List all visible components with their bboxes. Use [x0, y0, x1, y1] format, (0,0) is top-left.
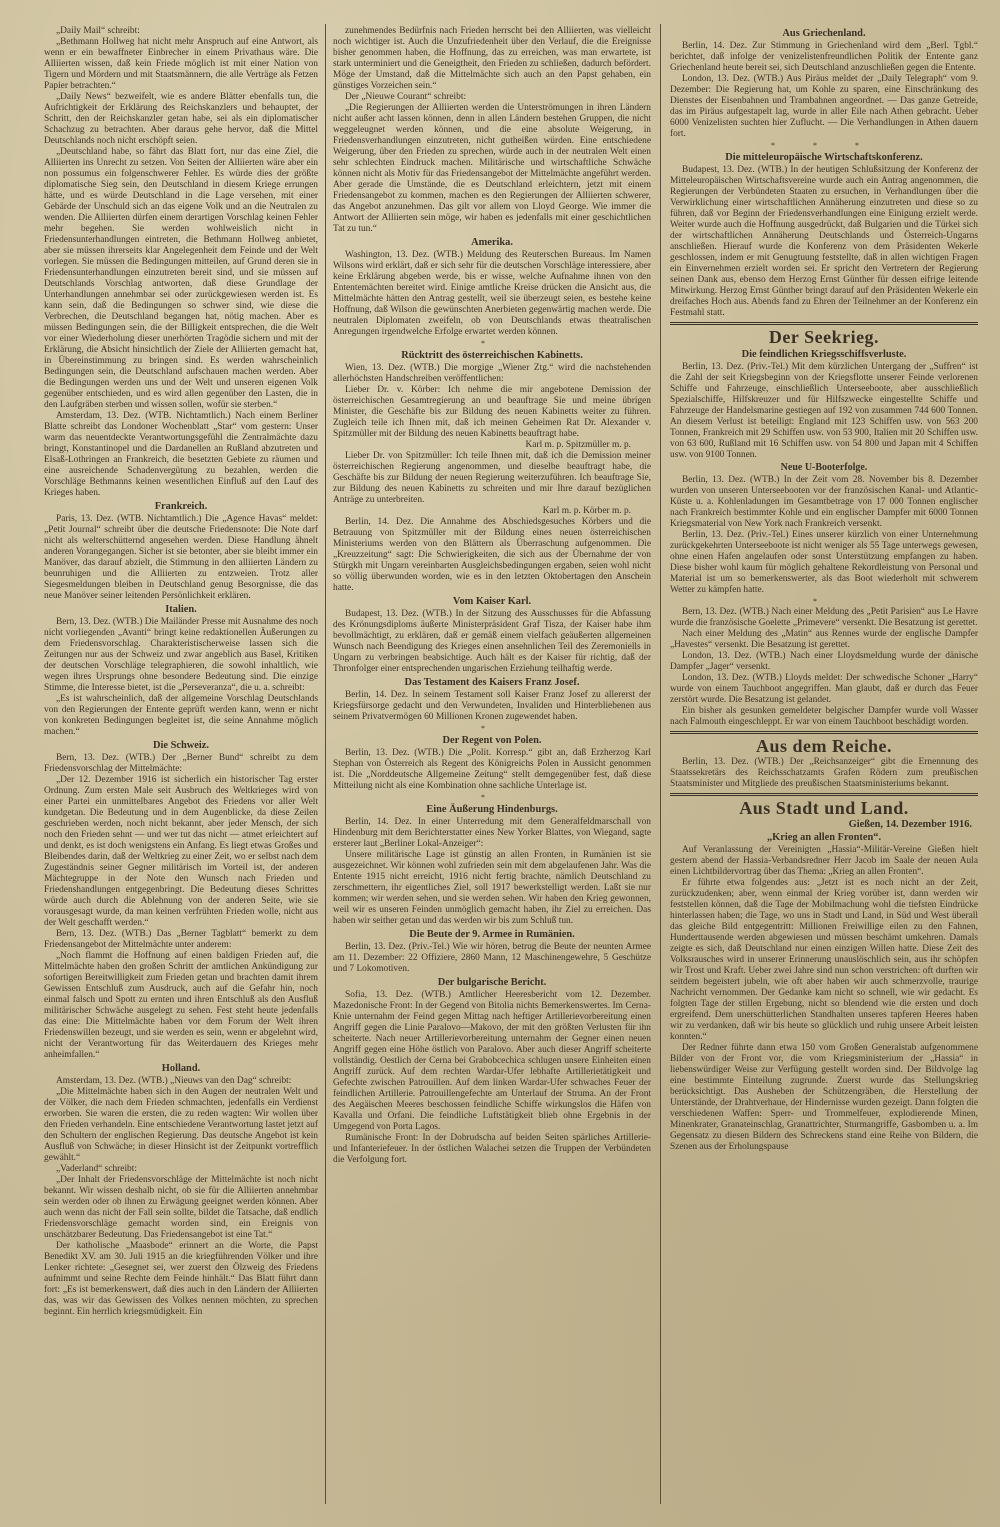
paragraph: Der katholische „Maasbode“ erinnert an die Worte, die Papst Benedikt XV. am 30. Juli 1915 an die kriegführenden Völker und ihre Lenker richtete: „Gesegnet sei, wer zuerst den Ölzweig des Friedens aufnimmt und seine Rechte dem Feinde hinhält.“ Das Blatt führt dann fort: „Es ist bemerkenswert, daß dies auch in den Ländern der Alliierten das, was wir das Gewissen des Volkes nennen möchten, zu sprechen beginnt. Ein herrlich kriegsmüdigkeit. Ein	[44, 1241, 318, 1317]
paragraph: Berlin, 13. Dez. (WTB.) Der „Reichsanzeiger“ gibt die Ernennung des Staatssekretärs des Reichsschatzamts Grafen Rödern zum preußischen Staatsminister und Mitgliede des preußischen Staatsministeriums bekannt.	[670, 757, 978, 789]
section-heading: Die Schweiz.	[153, 740, 209, 751]
paragraph: Sofia, 13. Dez. (WTB.) Amtlicher Heeresbericht vom 12. Dezember. Mazedonische Front: In der Gegend von Bitolia nichts Bemerkenswertes. Im Cerna-Knie unternahm der Feind gegen Mittag nach heftiger Artillerievorbereitung einen Angriff gegen die Linie Paralovo—Makovo, der mit den größten Verlusten für ihn scheiterte. Nach neuer Artillerievorbereitung unternahm der Gegner einen neuen Angriff gegen eine Höhe östlich von Paralovo. Aber auch dieser Angriff scheiterte vollständig. Oestlich der Cerna bei Grabobcechica schlugen unsere Einheiten einen Angriff zurück. Auf dem rechten Wardar-Ufer lebhafte Artillerietätigkeit und Gefechte zwischen Patrouillen. Auf dem linken Wardar-Ufer schwaches Feuer der feindlichen Artillerie. Patrouillengefechte am Unterlauf der Struma. An der Front des Aegäischen Meeres beschossen feindliche Schiffe wirkungslos die Häfen von Kavalla und Orfani. Die feindliche Luftstätigkeit blieb ohne Ergebnis in der Umgegend von Porta Lagos.	[333, 990, 651, 1132]
section-heading: Die mitteleuropäische Wirtschaftskonferenz.	[725, 152, 923, 163]
divider	[670, 793, 978, 796]
paragraph: Berlin, 13. Dez. (Priv.-Tel.) Wie wir hören, betrug die Beute der neunten Armee am 11. Dezember: 22 Offiziere, 2860 Mann, 12 Maschinengewehre, 5 Geschütze und 7 Lokomotiven.	[333, 942, 651, 974]
paragraph: Berlin, 13. Dez. (Priv.-Tel.) Eines unserer kürzlich von einer Unternehmung zurückgekehrten Unterseeboote ist nicht weniger als 55 Tage unterwegs gewesen, ohne einen Hafen angelaufen oder sonst Unterstützung empfangen zu haben. Diese bisher wohl kaum für möglich gehaltene Rekordleistung von Personal und Material ist um so bemerkenswerter, als das Boot wiederholt mit schwerem Wetter zu kämpfen hatte.	[670, 530, 978, 595]
paragraph: Lieber Dr. v. Körber: Ich nehme die mir angebotene Demission der österreichischen Gesamtregierung an und beauftrage Sie und meine übrigen Minister, die Geschäfte bis zur Bildung des neuen Kabinetts weiter zu führen. Zugleich teile ich Ihnen mit, daß ich meinen Geheimen Rat Dr. Alexander v. Spitzmüller mit der Bildung des neuen Kabinetts beauftragt habe.	[333, 385, 651, 439]
paragraph: Berlin, 14. Dez. In einer Unterredung mit dem Generalfeldmarschall von Hindenburg mit dem Berichterstatter eines New Yorker Blattes, von Wiegand, sagte ersterer laut „Berliner Lokal-Anzeiger“:	[333, 817, 651, 849]
column-rule	[660, 24, 661, 1504]
section-title: Der Seekrieg.	[768, 327, 880, 347]
paragraph: „Noch flammt die Hoffnung auf einen baldigen Frieden auf, die Mittelmächte haben den großen Schritt der amtlichen Ankündigung zur sofortigen Bereitwilligkeit zum Frieden getan und brachten damit ihrem Gewissen Entschluß zum Ausdruck, auch auf die Gefahr hin, noch einmal falsch und Spott zu ernten und ihren Entschluß als den Ausfluß militärischer Schwäche ausgelegt zu sehen. Fest steht heute jedenfalls das eine: Die Mittelmächte haben vor dem Forum der Welt ihren Friedenswillen bezeugt, und sie werden es sein, wenn er abgelehnt wird, nicht der Verantwortung für das Weiterdauern des Krieges mehr anheimfallen.“	[44, 951, 318, 1060]
paragraph: „Die Regierungen der Alliierten werden die Unterströmungen in ihren Ländern nicht außer acht lassen können, denn in allen Ländern bestehen Gruppen, die nicht weggeleugnet werden können, und die eine absolute Weigerung, in Friedensverhandlungen einzutreten, nicht gutheißen würden. Eine entschiedene Weigerung, über den Frieden zu sprechen, würde auch in der neutralen Welt einen sehr schlechten Eindruck machen. Militärische und wirtschaftliche Schwäche können nicht als Motiv für das Friedensangebot der Mittelmächte angeführt werden. Aber gerade die Umstände, die es Deutschland erleichtern, jetzt mit einem Friedensangebot zu kommen, machen es den Regierungen der Alliierten schwerer, das Angebot anzunehmen. Das gilt vor allem von Lloyd George. Wie immer die Antwort der Alliierten sein möge, wir haben es jedenfalls mit einer geschichtlichen Tat zu tun.“	[333, 103, 651, 234]
column-3	[670, 26, 978, 1153]
section-heading: „Krieg an allen Fronten“.	[766, 832, 882, 843]
paragraph: London, 13. Dez. (WTB.) Nach einer Lloydsmeldung wurde der dänische Dampfer „Jager“ versenkt.	[670, 651, 978, 672]
paragraph: „Der Inhalt der Friedensvorschläge der Mittelmächte ist noch nicht bekannt. Wir wissen deshalb nicht, ob sie für die Alliierten annehmbar sein werden oder ob ihnen zu Erwägung geeignet werden können. Aber auch wenn das nicht der Fall sein sollte, bildet die Tatsache, daß endlich Friedensvorschläge gemacht worden sind, ein Ereignis von unschätzbarer Bedeutung. Das Friedensangebot ist eine Tat.“	[44, 1175, 318, 1240]
paragraph: Lieber Dr. von Spitzmüller: Ich teile Ihnen mit, daß ich die Demission meiner österreichischen Regierung angenommen, und dieselbe beauftragt habe, die Geschäfte bis zur Bildung der neuen Regierung weiterzuführen. Ich beauftrage Sie, zur Bildung des neuen Kabinetts zu schreiten und mir Ihre darauf bezüglichen Anträge zu unterbreiten.	[333, 451, 651, 505]
separator: *	[481, 724, 503, 733]
paragraph: Bern, 13. Dez. (WTB.) Die Mailänder Presse mit Ausnahme des noch nicht vorliegenden „Avanti“ bringt keine redaktionellen Äußerungen zu dem Friedensvorschlag. Charakteristischerweise lassen sich die Zeitungen nur aus der Schweiz und zwar angeblich aus Basel, Kritiken der deutschen Vorschläge telegraphieren, die sowohl inhaltlich, wie wegen ihres Ursprungs ohne besondere Bedeutung sind. Die einzige Stimme, die Interesse bietet, ist die „Perseveranza“, die u. a. schreibt:	[44, 617, 318, 693]
paragraph: Ein bisher als gesunken gemeldeter belgischer Dampfer wurde voll Wasser nach Falmouth eingeschleppt. Er war von einem Tauchboot beschädigt worden.	[670, 706, 978, 727]
section-title: Aus dem Reiche.	[756, 736, 892, 756]
paragraph: „Vaderland“ schreibt:	[56, 1164, 137, 1174]
section-heading: Rücktritt des österreichischen Kabinetts.	[401, 350, 583, 361]
section-heading: Amerika.	[471, 237, 513, 248]
divider	[670, 322, 978, 325]
section-heading: Vom Kaiser Karl.	[452, 596, 532, 607]
paragraph: Berlin, 14. Dez. Zur Stimmung in Griechenland wird dem „Berl. Tgbl.“ berichtet, daß infolge der venizelistenfreundlichen Politik der Entente ganz Griechenland heute bereit sei, sich Deutschland anzuschließen gegen die Entente.	[670, 41, 978, 73]
section-heading: Der bulgarische Bericht.	[437, 977, 547, 988]
paragraph: Der „Nieuwe Courant“ schreibt:	[345, 92, 467, 102]
section-heading: Frankreich.	[154, 501, 208, 512]
section-heading: Der Regent von Polen.	[442, 735, 542, 746]
paragraph: „Die Mittelmächte haben sich in den Augen der neutralen Welt und der Völker, die nach dem Frieden schmachten, jedenfalls ein Verdienst erworben. Sie waren die ersten, die zu reden wagten: Wir wollen über den Frieden verhandeln. Eine entschiedene Verantwortung lastet jetzt auf den Schultern der englischen Regierung. Das deutsche Angebot ist kein Ausfluß von Schwäche; in dieser Hinsicht ist der Zeitpunkt vortrefflich gewählt.“	[44, 1087, 318, 1163]
paragraph: zunehmendes Bedürfnis nach Frieden herrscht bei den Alliierten, was vielleicht noch wichtiger ist. Auch die Unzufriedenheit über den Verlauf, die die Ereignisse bisher genommen haben, die Hoffnung, das zu erreichen, was man erwartete, ist stark unterminiert und die Geneigtheit, den Frieden zu schließen, dadurch befördert. Möge der Umstand, daß die Mittelmächte sich auch an den Papst gehaben, ein günstiges Vorzeichen sein.“	[333, 26, 651, 91]
paragraph: Auf Veranlassung der Vereinigten „Hassia“-Militär-Vereine Gießen hielt gestern abend der Hassia-Verbandsredner Herr Jacob im Saale der neuen Aula einen Lichtbildervortrag über das Thema: „Krieg an allen Fronten“.	[670, 845, 978, 877]
section-heading: Aus Griechenland.	[782, 28, 866, 39]
paragraph: Budapest, 13. Dez. (WTB.) In der heutigen Schlußsitzung der Konferenz der Mitteleuropäischen Wirtschaftsvereine wurde auch ein Antrag angenommen, die Regierungen der Verbündeten Staaten zu ersuchen, in Verhandlungen über die Verwirklichung einer wirtschaftlichen Annäherung einzutreten und diese so zu führen, daß vor Beginn der Friedensverhandlungen eine Einigung erzielt werde. Weiter wurde auch die Hoffnung ausgedrückt, daß Bulgarien und die Türkei sich der wirtschaftlichen Annäherung Deutschlands und Österreich-Ungarns anschließen. Hierauf wurde die Konferenz von dem Präsidenten Wekerle geschlossen, indem er mit Genugtuung feststellte, daß in allen wichtigen Fragen ein Einvernehmen erzielt worden sei. Er spricht den Vertretern der Regierung seinen Dank aus, ebenso dem Herzog Ernst Günther für dessen eifrige leitende Mitwirkung. Herzog Ernst Günther bringt darauf auf den Präsidenten Wekerle ein dreifaches Hoch aus. Abends fand zu Ehren der Teilnehmer an der Konferenz ein Festmahl statt.	[670, 165, 978, 318]
column-rule	[325, 24, 326, 1504]
paragraph: „Bethmann Hollweg hat nicht mehr Anspruch auf eine Antwort, als wenn er ein bewaffneter Einbrecher in einem Privathaus wäre. Die Alliierten wissen, daß kein Friede möglich ist mit einer Nation von Tigern und Mördern und mit Staatsmännern, die alle Verträge als Fetzen Papier betrachten.“	[44, 37, 318, 91]
paragraph: Paris, 13. Dez. (WTB. Nichtamtlich.) Die „Agence Havas“ meldet: „Petit Journal“ schreibt über die deutsche Friedensnote: Die Note darf nicht als welterschütternd angesehen werden. Diese Handlung ähnelt anderen Vorangegangen. Sicher ist sie betonter, aber sie bleibt immer ein Manöver, das darauf abzielt, die Stimmung in den alliierten Ländern zu beunruhigen und die Alliierten zu entzweien. Trotz aller Siegesmeldungen bleiben in Deutschland genug Besorgnisse, die das neue Manöver seiner leitenden Persönlichkeit erklären.	[44, 514, 318, 601]
paragraph: Der Redner führte dann etwa 150 vom Großen Generalstab aufgenommene Bilder von der Front vor, die vom Kriegsministerium der „Hassia“ in liebenswürdiger Weise zur Verfügung gestellt worden sind. Der Bildvolge lag eine bestimmte Einteilung zugrunde. Zuerst wurde das Stellungskrieg berücksichtigt. Das Ausheben der Schützengräben, die Herstellung der Unterstände, der Drahtverhaue, der Hindernisse wurden gezeigt. Dann folgten die verschiedenen Waffen: Sperr- und Trommelfeuer, explodierende Minen, Minenkrater, Granateinschlag, Granattrichter, Sturmangriffe, Gasbomben u. a. Im Gegensatz zu diesen Bildern des Schreckens stand eine Reihe von Bildern, die Szenen aus der Erholungspause	[670, 1043, 978, 1152]
paragraph: Rumänische Front: In der Dobrudscha auf beiden Seiten spärliches Artillerie- und Infanteriefeuer. In der östlichen Walachei setzen die Truppen der Verbündeten die Verfolgung fort.	[333, 1133, 651, 1165]
section-heading: Italien.	[165, 604, 197, 615]
paragraph: London, 13. Dez. (WTB.) Lloyds meldet: Der schwedische Schoner „Harry“ wurde von einem Tauchboot angegriffen. Man glaubt, daß er durch das Feuer zerstört wurde. Die Besatzung ist gelandet.	[670, 673, 978, 705]
column-1	[44, 26, 318, 1318]
column-2	[333, 26, 651, 1166]
paragraph: London, 13. Dez. (WTB.) Aus Piräus meldet der „Daily Telegraph“ vom 9. Dezember: Die Regierung hat, um Kohle zu sparen, eine Einschränkung des Dienstes der Eisenbahnen und Trambahnen angeordnet. — Das ganze Getreide, das im Piräus aufgestapelt lag, wurde in aller Eile nach Athen gebracht. Ueber 6000 Venizelisten suchten hier Zuflucht. — Die Verhandlungen in Athen dauern fort.	[670, 74, 978, 139]
paragraph: „Daily Mail“ schreibt:	[56, 26, 140, 36]
signature: Karl m. p. Körber m. p.	[542, 506, 631, 516]
sub-heading: Neue U-Booterfolge.	[780, 462, 868, 473]
paragraph: Budapest, 13. Dez. (WTB.) In der Sitzung des Ausschusses für die Abfassung des Krönungsdiploms äußerte Ministerpräsident Graf Tisza, der Kaiser habe ihm bevollmächtigt, zu erklären, daß er gemäß einem vielfach geäußerten allgemeinen Wunsch nach Beendigung des Krieges einen ansehnlichen Teil des Zeremoniells in Ungarn zu verbringen beabsichtige. Auch hält es der Kaiser für richtig, daß der Thronfolger einer entsprechenden ungarischen Erziehung teilhaftig werde.	[333, 609, 651, 674]
separator: * * *	[771, 141, 877, 150]
dateline: Gießen, 14. Dezember 1916.	[848, 819, 972, 830]
section-heading: Holland.	[161, 1063, 201, 1074]
paragraph: „Daily News“ bezweifelt, wie es andere Blätter ebenfalls tun, die Aufrichtigkeit der Erklärung des Reichskanzlers und behauptet, der Schritt, den der Reichskanzler getan habe, sei als ein diplomatischer Schachzug zu betrachten. Aber daraus gehe hervor, daß die Mittel Deutschlands noch nicht erschöpft seien.	[44, 92, 318, 146]
paragraph: Washington, 13. Dez. (WTB.) Meldung des Reuterschen Bureaus. Im Namen Wilsons wird erklärt, daß er sich sehr für die deutschen Vorschläge interessiere, aber keine Erklärung abgeben werde, bis er wisse, welche Aufnahme ihnen von den Ententemächten bereitet wird. Einige amtliche Kreise drücken die Ansicht aus, die Mittelmächte hätten den Antrag gestellt, weil sie überzeugt seien, es bestehe keine Hoffnung, daß Wilson die gewünschten Anerbieten gegenwärtig machen werde. Die neutralen Diplomaten zweifeln, ob von Deutschlands etwas theatralischen Anregungen irgendwelche Erfolge erwartet werden können.	[333, 250, 651, 337]
section-heading: Die Beute der 9. Armee in Rumänien.	[409, 929, 575, 940]
paragraph: Berlin, 14. Dez. In seinem Testament soll Kaiser Franz Josef zu allererst der Kriegsfürsorge gedacht und den Verwundeten, Invaliden und Hinterbliebenen aus seinem Privatvermögen 60 Millionen Kronen zugewendet haben.	[333, 690, 651, 722]
signature: Karl m. p. Spitzmüller m. p.	[525, 440, 631, 450]
section-heading: Das Testament des Kaisers Franz Josef.	[404, 677, 580, 688]
section-heading: Die feindlichen Kriegsschiffsverluste.	[741, 349, 907, 360]
section-title: Aus Stadt und Land.	[739, 798, 909, 818]
divider	[670, 731, 978, 734]
paragraph: Berlin, 14. Dez. Die Annahme des Abschiedsgesuches Körbers und die Betrauung von Spitzmüller mit der Bildung eines neuen österreichischen Ministeriums werden von den Blättern als Überraschung aufgenommen. Die „Kreuzzeitung“ sagt: Die Schwierigkeiten, die sich aus der Übernahme der von Stürgkh mit Ungarn vereinbarten Ausgleichsbedingungen ergaben, seien wohl nicht so völlig überwunden worden, wie es in den letzten Oktobertagen den Anschein hatte.	[333, 517, 651, 593]
paragraph: „Der 12. Dezember 1916 ist sicherlich ein historischer Tag erster Ordnung. Zum ersten Male seit Ausbruch des Weltkrieges wird von einer Partei ein unmittelbares Angebot des Friedens vor aller Welt kundgetan. Die Bedeutung und in dem Augenblicke, da diese Zeilen geschrieben werden, noch nicht bekannt, aber jeder Mensch, der sich noch den Frieden sehnt — und wer tut das nicht — atmet erleichtert auf und denkt, es ist doch wenigstens ein Anfang. Es liegt etwas Großes und Bleibendes darin, daß der Weltkrieg zu einer Zeit, wo er selbst nach dem Zugeständnis seiner Gegner militärisch im Vorteil ist, der anderen Mächtegruppe in der Note den Wunsch nach Frieden und Friedenshandlungen entgegenbringt. Die Bedeutung dieses Schrittes würde auch durch die Ablehnung von der anderen Seite, wie sie vorausgesagt wurde, da man keinen verfrühten Frieden wolle, nicht aus der Welt geschafft werden.“	[44, 775, 318, 928]
paragraph: Er führte etwa folgendes aus: „Jetzt ist es noch nicht an der Zeit, zurückzudenken; aber, wenn einmal der Krieg vorüber ist, dann werden wir feststellen können, daß die Tage der Mobilmachung wohl die tiefsten Eindrücke hinterlassen haben; die Tage, wo uns in Stadt und Land, in Süd und West überall das gleiche Bild entgegentritt: Millionen Freiwillige eilen zu den Fahnen, Hunderttausende werden abgewiesen und müssen beschämt umkehren. Damals zeigte es sich, daß Deutschland nur einen einzigen Willen hatte. Diese Zeit des Volksrausches wird in unserer Erinnerung unauslöschlich sein, aus ihr schöpfen wir Trost und Kraft. Ueber zwei Jahre sind nun schon verstrichen: oft durften wir seitdem begeistert jubeln, wie oft aber haben wir auch schmerzvolle, traurige Nachricht vernommen. Der Gedanke kam nicht so schnell, wie wir gedacht. Es folgten Tage der stillen Ergebung, nicht so blendend wie die ersten und doch ergreifend. Dem unerschütterlichen Standhalten unseres tapferen Heeres haben wir zu verdanken, daß wir bis heute so glücklich und ruhig unsere Arbeit leisten konnten.“	[670, 878, 978, 1042]
paragraph: Bern, 13. Dez. (WTB.) Nach einer Meldung des „Petit Parisien“ aus Le Havre wurde die französische Goelette „Primevere“ versenkt. Die Besatzung ist gerettet.	[670, 607, 978, 628]
separator: *	[481, 339, 503, 348]
separator: *	[813, 597, 835, 606]
separator: *	[481, 793, 503, 802]
paragraph: Amsterdam, 13. Dez. (WTB. Nichtamtlich.) Nach einem Berliner Blatte schreibt das Londoner Wochenblatt „Star“ vom gestern: Unser warm das neuentdeckte Verantwortungsgefühl die Zentralmächte dazu bringt, Konstantinopel und die Dardanellen an Rußland abzutreten und Elsaß-Lothringen an Frankreich, die besetzten Gebiete zu räumen und eine ausreichende Schadenvergütung zu bezahlen, werden die Vorschläge Bethmanns keinen wesentlichen Einfluß auf den Lauf des Krieges haben.	[44, 411, 318, 498]
paragraph: Wien, 13. Dez. (WTB.) Die morgige „Wiener Ztg.“ wird die nachstehenden allerhöchsten Handschreiben veröffentlichen:	[333, 363, 651, 384]
paragraph: Amsterdam, 13. Dez. (WTB.) „Nieuws van den Dag“ schreibt:	[56, 1076, 292, 1086]
paragraph: „Es ist wahrscheinlich, daß der allgemeine Vorschlag Deutschlands von den Regierungen der Entente geprüft werden kann, wenn er nicht von konkreten Bedingungen begleitet ist, die seine Annahme möglich machen.“	[44, 694, 318, 737]
section-heading: Eine Äußerung Hindenburgs.	[426, 804, 558, 815]
paragraph: Berlin, 13. Dez. (WTB.) Die „Polit. Korresp.“ gibt an, daß Erzherzog Karl Stephan von Österreich als Regent des Königreichs Polen in Aussicht genommen ist. Die „Norddeutsche Allgemeine Zeitung“ stellt demgegenüber fest, daß diese Mitteilung nicht als eine Kombination ohne sachliche Unterlage ist.	[333, 748, 651, 791]
paragraph: Bern, 13. Dez. (WTB.) Das „Berner Tagblatt“ bemerkt zu dem Friedensangebot der Mittelmächte unter anderem:	[44, 929, 318, 950]
paragraph: „Deutschland habe, so fährt das Blatt fort, nur das eine Ziel, die Alliierten ins Unrecht zu setzen. Von Seiten der Alliierten wäre aber ein non possumus ein folgenschwerer Fehler. Es würde dies der größte diplomatische Sieg sein, den Deutschland in diesem Kriege errungen hätte, und es würde Deutschland in die Lage versehen, mit einer Gebärde der Unschuld sich an das eigene Volk und an die Neutralen zu wenden. Die Alliierten dürfen einem derartigen Vorschlag keinen Fehler mehr begehen. Sie werden wohlweislich nicht in Friedensunterhandlungen eintreten, die Bethmann Hollweg anbietet, aber sie müssen ihrerseits klar Angelegenheit dem Feinde und der Welt vorlegen. Sie müssen die Bedingungen mitteilen, auf Grund deren sie in Friedensunterhandlungen einzutreten bereit sind, und sie müssen auf Deutschlands Vorschlag antworten, daß diese Grundlage der Unterhandlungen annehmbar sei oder zurückgewiesen werden ist. Es kann sein, daß die Bedingungen so schwer sind, wie diese die Verbrechen, die Deutschland begangen hat, nötig machen. Aber es müssen Bedingungen sein, die der Billigkeit entsprechen, die die Welt vor einer Wiederholung dieser unerhörten Tragödie sichern und mit der Erklärung, die Absicht hinsichtlich der Ziele der Alliierten gemacht hat, in Übereinstimmung zu bringen sind. Es werden wahrscheinlich Bedingungen sein, die Deutschland aufschauen machen werden. Aber die Bedingungen werden uns und der Welt und unseren eigenen Volk gegenüber entschieden, und es wird allen gegenüber den Lasten, die in den Laufgräben sterben und wissen sollen, wofür sie sterben.“	[44, 147, 318, 410]
paragraph: Unsere militärische Lage ist günstig an allen Fronten, in Rumänien ist sie ausgezeichnet. Wir können wohl zufrieden sein mit dem abgelaufenen Jahr. Was die Entente 1915 nicht erreicht, 1916 nicht fertig brachte, nämlich Deutschland zu zerschmettern, ihr eigentliches Ziel, soll 1917 bewerkstelligt werden. Laßt sie nur kommen; wir werden sehen, und sie werden sehen. Wir haben den Krieg gewonnen, weil wir es unseren Feinden unmöglich gemacht haben, ihr Ziel zu erreichen. Das haben wir seither getan und das werden wir bis zum Schluß tun.	[333, 850, 651, 926]
paragraph: Berlin, 13. Dez. (Priv.-Tel.) Mit dem kürzlichen Untergang der „Suffren“ ist die Zahl der seit Kriegsbeginn von der Kriegsflotte unserer Feinde verlorenen Schiffe und Fahrzeuge, einschließlich Unterseeboote, aber ausschließlich Spezialschiffe, Hilfskreuzer und für Hilfszwecke eingestellte Schiffe und Fahrzeuge der Handelsmarine gestiegen auf 192 von zusammen 744 600 Tonnen. An diesem Verlust ist beteiligt: England mit 123 Schiffen usw. von 563 200 Tonnen, Frankreich mit 29 Schiffen usw. von 53 900, Italien mit 20 Schiffen usw. von 63 600, Rußland mit 16 Schiffen usw. von 54 800 und Japan mit 4 Schiffen usw. von 9100 Tonnen.	[670, 362, 978, 460]
paragraph: Bern, 13. Dez. (WTB.) Der „Berner Bund“ schreibt zu dem Friedensvorschlag der Mittelmächte:	[44, 753, 318, 774]
paragraph: Berlin, 13. Dez. (WTB.) In der Zeit vom 28. November bis 8. Dezember wurden von unseren Unterseebooten vor der französischen Kanal- und Atlantic-Küste u. a. Kohlenladungen im Gesamtbetrage von 17 000 Tonnen englischer nach Frankreich bestimmter Kohle und ein englischer Dampfer mit 6000 Tonnen Kriegsmaterial von New York nach Frankreich versenkt.	[670, 475, 978, 529]
paragraph: Nach einer Meldung des „Matin“ aus Rennes wurde der englische Dampfer „Havestes“ versenkt. Die Besatzung ist gerettet.	[670, 629, 978, 650]
